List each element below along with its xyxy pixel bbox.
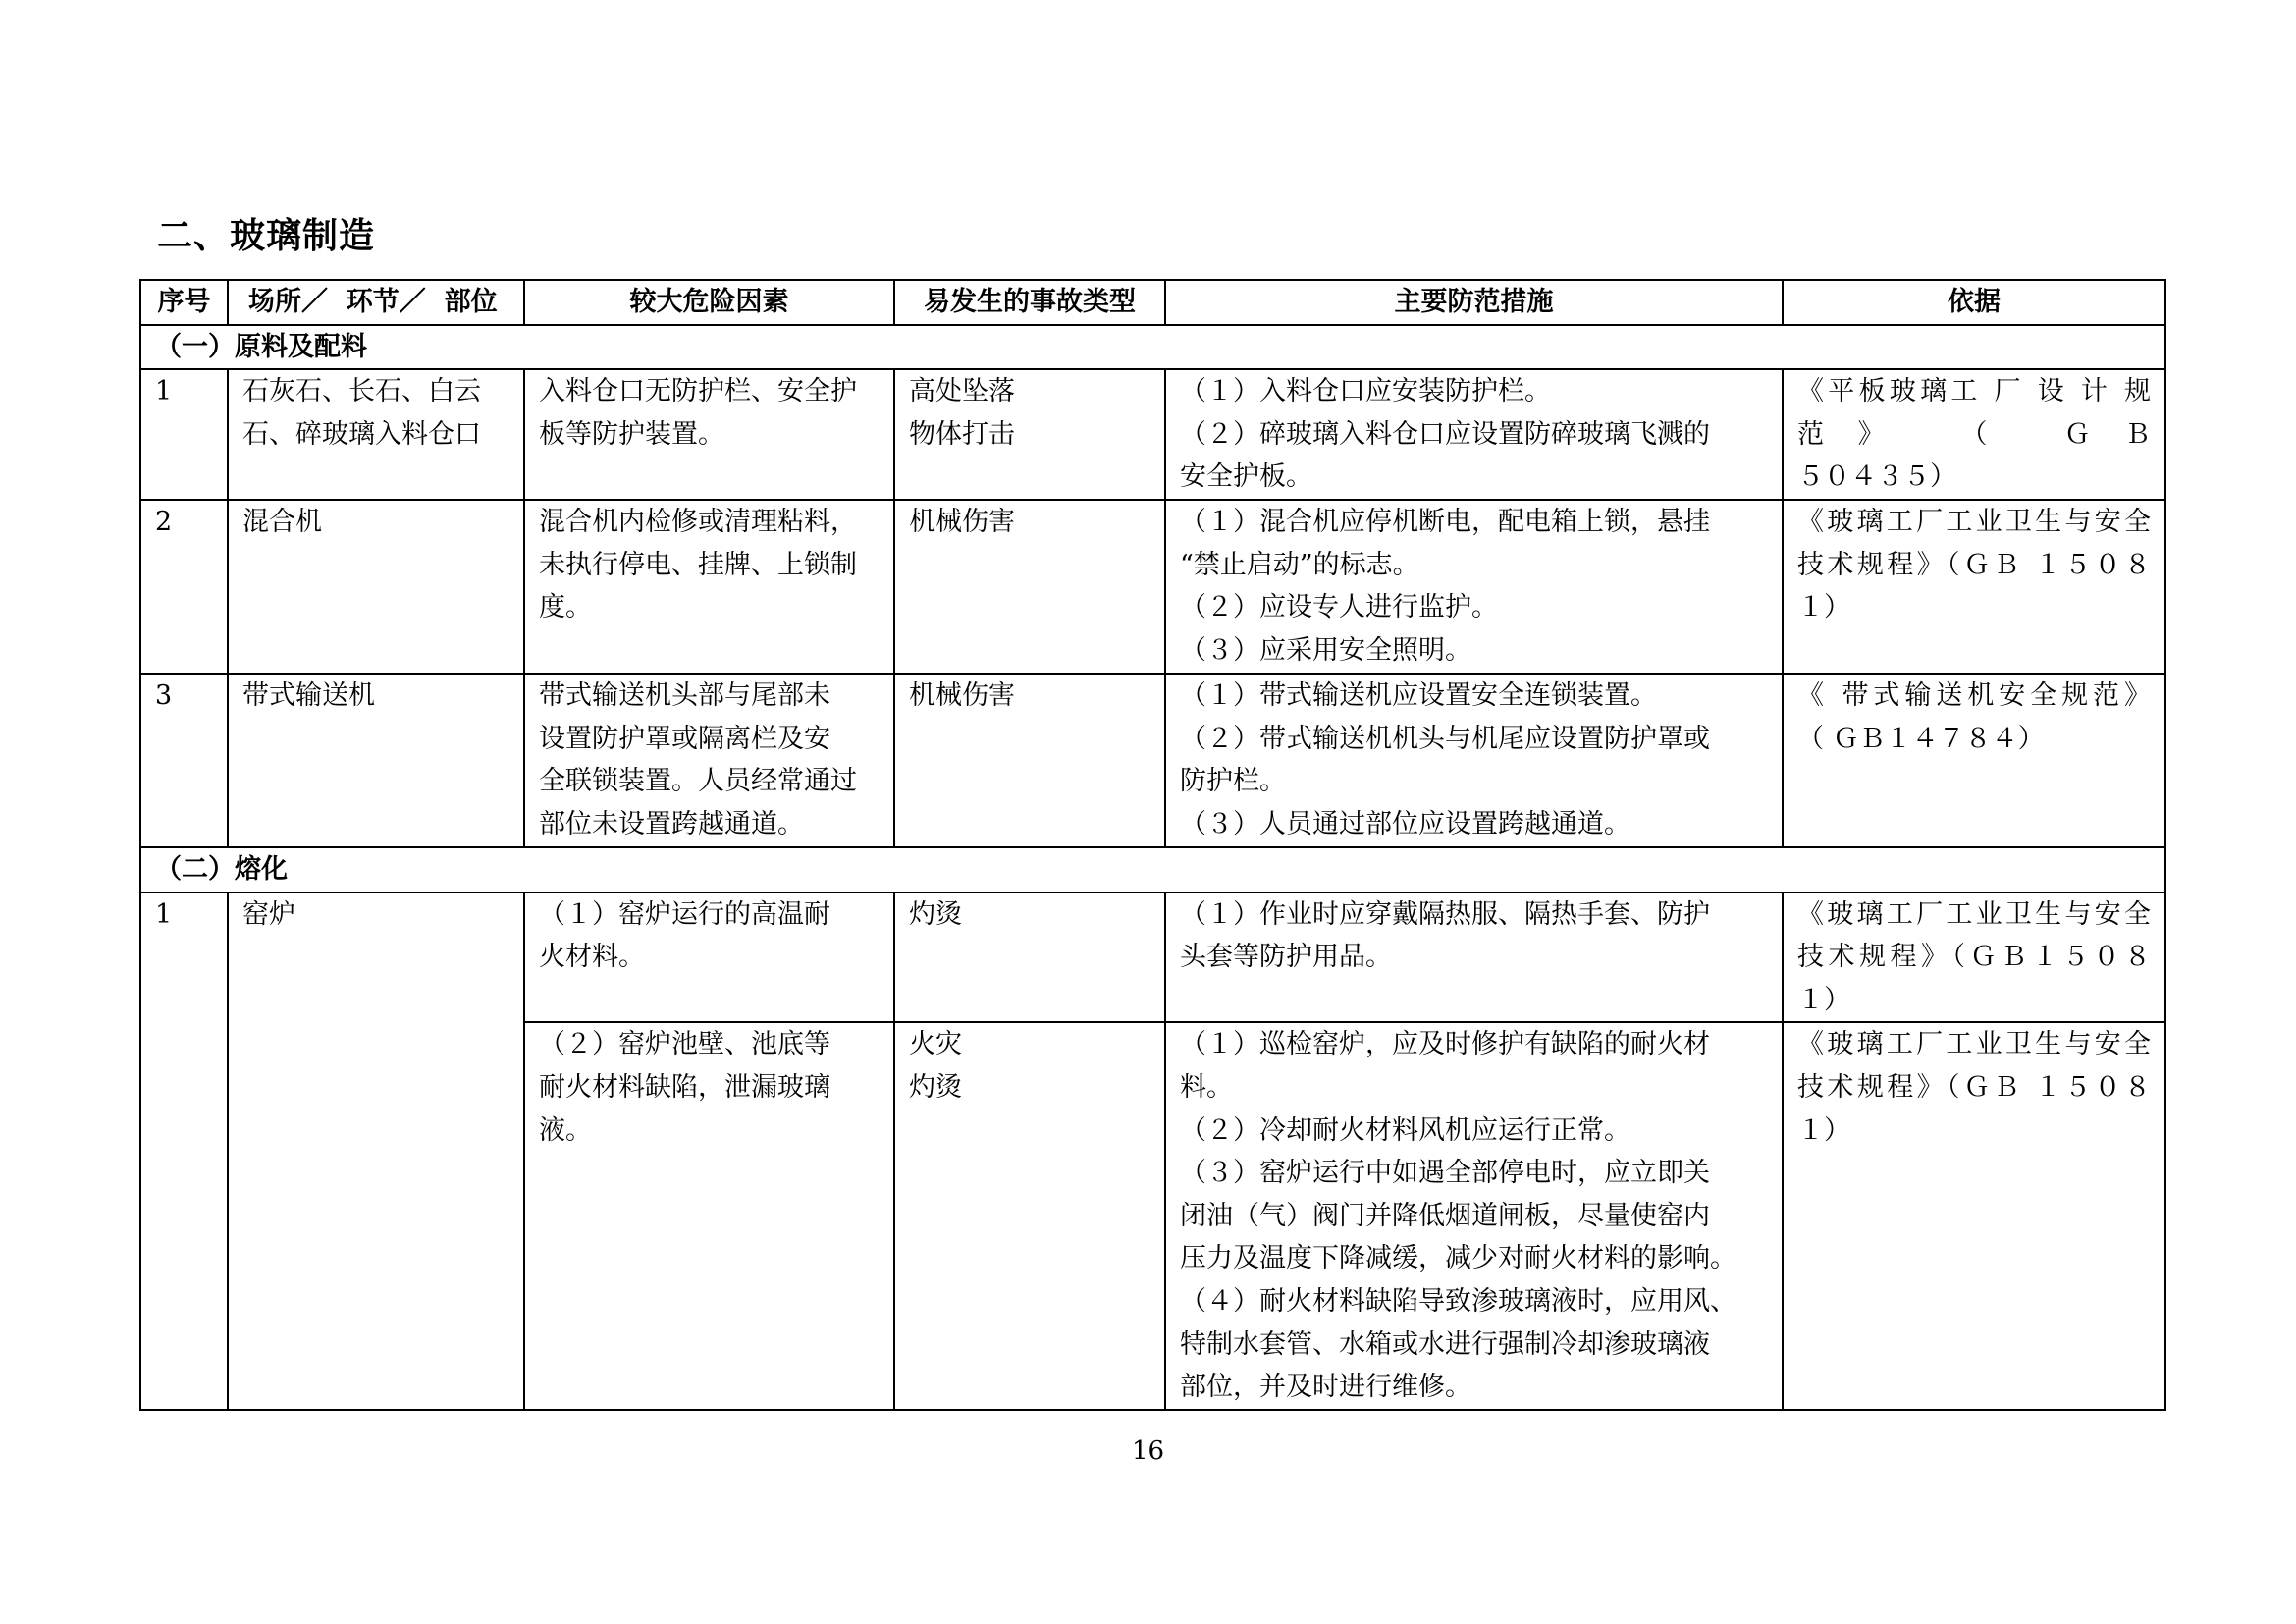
row-measures: （１）作业时应穿戴隔热服、隔热手套、防护 头套等防护用品。 [1165, 893, 1783, 1023]
row-hazard: （２）窑炉池壁、池底等 耐火材料缺陷，泄漏玻璃 液。 [524, 1022, 894, 1409]
table-row [140, 369, 2165, 500]
row-measures: （１）巡检窑炉，应及时修护有缺陷的耐火材 料。 （２）冷却耐火材料风机应运行正常。 （３）窑炉运行中如遇全部停电时，应立即关 闭油（气）阀门并降低烟道闸板，尽量使窑内 压力及温度下降减缓，减少对耐火材料的影响。 （４）耐火材料缺陷导致渗玻璃液时，应用风、 特制水套管、水箱或水进行强制冷却渗玻璃液 部位，并及时进行维修。 [1165, 1022, 1783, 1409]
col-header-number: 序号 [140, 280, 228, 325]
col-header-accident-type: 易发生的事故类型 [894, 280, 1165, 325]
row-number: 3 [140, 674, 228, 847]
row-location: 窑炉 [228, 893, 524, 1410]
section-heading: 二、玻璃制造 [157, 216, 376, 256]
row-accident-type: 机械伤害 [894, 500, 1165, 674]
hazard-table [139, 279, 2166, 1411]
section-title: （二）熔化 [140, 847, 2165, 893]
section-row-melting [140, 847, 2165, 893]
row-hazard: （１）窑炉运行的高温耐 火材料。 [524, 893, 894, 1023]
row-measures: （１）带式输送机应设置安全连锁装置。 （２）带式输送机机头与机尾应设置防护罩或 防护栏。 （３）人员通过部位应设置跨越通道。 [1165, 674, 1783, 847]
row-hazard: 入料仓口无防护栏、安全护 板等防护装置。 [524, 369, 894, 500]
table-row [140, 674, 2165, 847]
row-hazard: 带式输送机头部与尾部未 设置防护罩或隔离栏及安 全联锁装置。人员经常通过 部位未设置跨越通道。 [524, 674, 894, 847]
row-measures: （１）混合机应停机断电，配电箱上锁，悬挂 “禁止启动”的标志。 （２）应设专人进行监护。 （３）应采用安全照明。 [1165, 500, 1783, 674]
row-basis: 《玻璃工厂工业卫生与安全 技术规程》（ＧＢ１５０８ １） [1783, 893, 2165, 1023]
col-header-basis: 依据 [1783, 280, 2165, 325]
section-title: （一）原料及配料 [140, 325, 2165, 370]
row-location: 带式输送机 [228, 674, 524, 847]
row-accident-type: 火灾 灼烫 [894, 1022, 1165, 1409]
row-measures: （１）入料仓口应安装防护栏。 （２）碎玻璃入料仓口应设置防碎玻璃飞溅的 安全护板。 [1165, 369, 1783, 500]
row-basis: 《 带式输送机安全规范》 （ ＧＢ１４７８４） [1783, 674, 2165, 847]
row-number: 1 [140, 369, 228, 500]
row-hazard: 混合机内检修或清理粘料， 未执行停电、挂牌、上锁制 度。 [524, 500, 894, 674]
col-header-hazard: 较大危险因素 [524, 280, 894, 325]
row-basis: 《玻璃工厂工业卫生与安全 技术规程》（ＧＢ １５０８ １） [1783, 1022, 2165, 1409]
row-accident-type: 高处坠落 物体打击 [894, 369, 1165, 500]
table-row [140, 893, 2165, 1023]
table-row [140, 500, 2165, 674]
row-number: 1 [140, 893, 228, 1410]
row-basis: 《玻璃工厂工业卫生与安全 技术规程》（ＧＢ １５０８ １） [1783, 500, 2165, 674]
col-header-location: 场所／ 环节／ 部位 [228, 280, 524, 325]
row-location: 石灰石、长石、白云 石、碎玻璃入料仓口 [228, 369, 524, 500]
row-number: 2 [140, 500, 228, 674]
col-header-measures: 主要防范措施 [1165, 280, 1783, 325]
table-header-row [140, 280, 2165, 325]
row-location: 混合机 [228, 500, 524, 674]
row-accident-type: 机械伤害 [894, 674, 1165, 847]
row-accident-type: 灼烫 [894, 893, 1165, 1023]
page-number: 16 [1131, 1436, 1165, 1466]
row-basis: 《平板玻璃工 厂 设 计 规 范》 （ ＧＢ ５０４３５） [1783, 369, 2165, 500]
section-row-raw-materials [140, 325, 2165, 370]
